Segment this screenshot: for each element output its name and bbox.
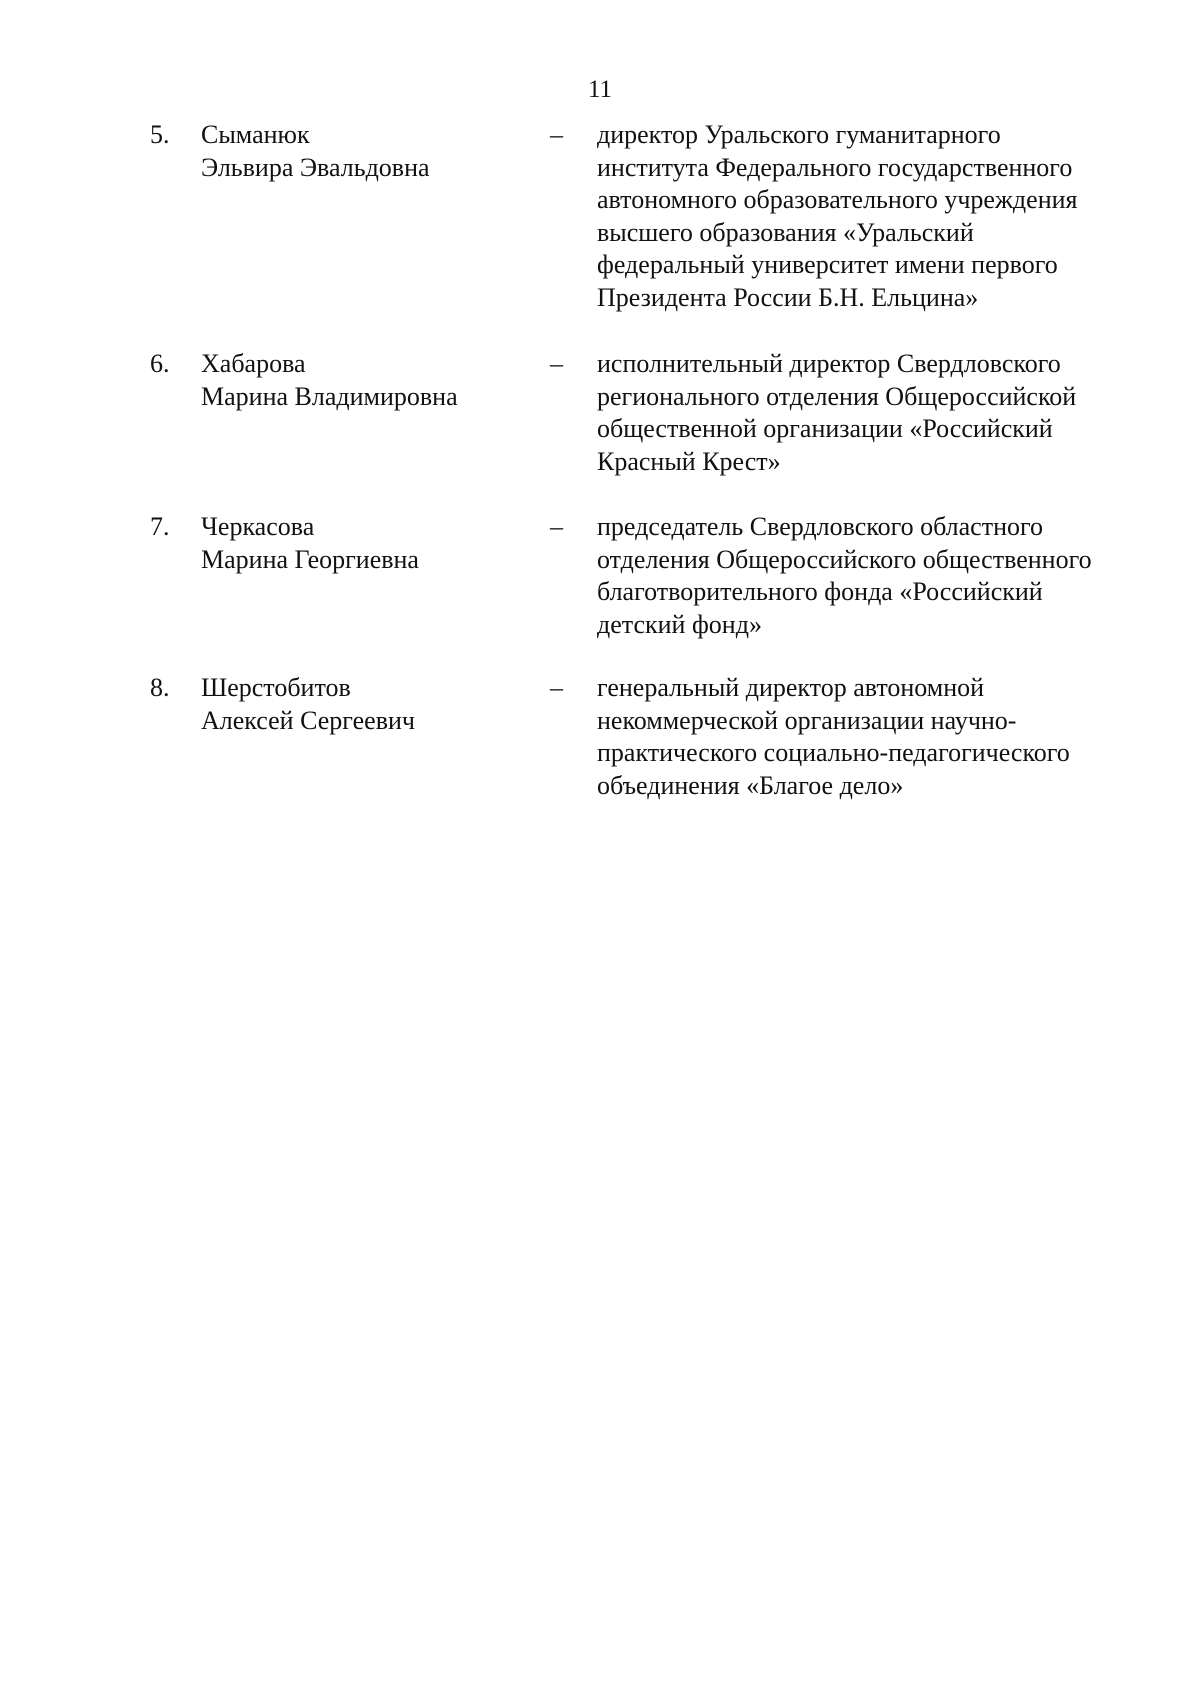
description-line: директор Уральского гуманитарного (597, 120, 1001, 149)
person-surname: Черкасова (201, 512, 315, 541)
page-number: 11 (587, 76, 613, 103)
position-description (597, 672, 1142, 802)
position-description (597, 348, 1142, 478)
description-line: федеральный университет имени первого (597, 250, 1058, 279)
description-line: отделения Общероссийского общественного (597, 544, 1092, 574)
description-line: генеральный директор автономной (597, 673, 985, 702)
person-name (201, 672, 521, 737)
person-given-names: Марина Владимировна (201, 381, 458, 411)
dash-separator: – (550, 349, 563, 378)
item-number: 5. (150, 120, 170, 149)
description-line: высшего образования «Уральский (597, 217, 974, 247)
person-name (201, 511, 521, 576)
description-line: практического социально-педагогического (597, 738, 1070, 767)
person-given-names: Марина Георгиевна (201, 544, 419, 574)
person-name (201, 348, 521, 413)
dash-separator: – (550, 512, 563, 541)
item-number: 8. (150, 673, 170, 702)
dash-separator: – (550, 673, 563, 702)
position-description (597, 119, 1142, 314)
person-given-names: Алексей Сергеевич (201, 705, 415, 735)
description-line: института Федерального государственного (597, 152, 1073, 182)
description-line: некоммерческой организации научно- (597, 705, 1017, 735)
description-line: председатель Свердловского областного (597, 512, 1044, 541)
person-surname: Сыманюк (201, 120, 310, 149)
description-line: благотворительного фонда «Российский (597, 577, 1043, 606)
description-line: регионального отделения Общероссийской (597, 381, 1077, 411)
description-line: Президента России Б.Н. Ельцина» (597, 282, 979, 312)
person-surname: Шерстобитов (201, 673, 351, 702)
person-name (201, 119, 521, 184)
position-description (597, 511, 1142, 641)
description-line: исполнительный директор Свердловского (597, 349, 1061, 378)
person-surname: Хабарова (201, 349, 306, 378)
description-line: Красный Крест» (597, 446, 781, 476)
description-line: детский фонд» (597, 609, 762, 639)
description-line: общественной организации «Российский (597, 414, 1053, 443)
item-number: 7. (150, 512, 170, 541)
person-given-names: Эльвира Эвальдовна (201, 152, 430, 182)
dash-separator: – (550, 120, 563, 149)
item-number: 6. (150, 349, 170, 378)
description-line: автономного образовательного учреждения (597, 185, 1078, 214)
description-line: объединения «Благое дело» (597, 770, 904, 800)
